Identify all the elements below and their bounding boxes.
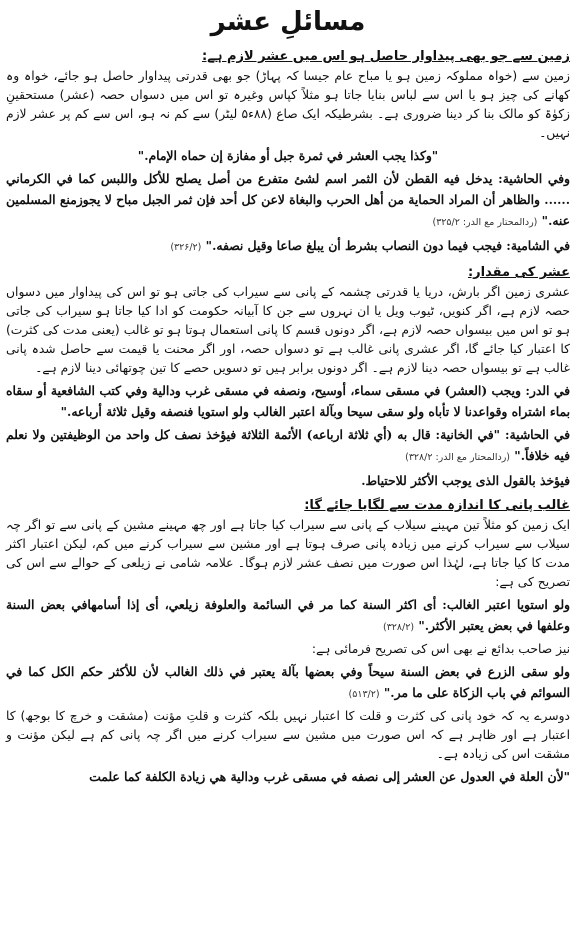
section-heading-produce: زمین سے جو بھی پیداوار حاصل ہو اس میں عشر لازم ہے:	[202, 49, 570, 64]
section-heading-amount: عشر کی مقدار:	[467, 265, 570, 280]
arabic-quote-zailai	[6, 594, 570, 638]
urdu-paragraph: عشری زمین اگر بارش، دریا یا قدرتی چشمہ کے پانی سے سیراب کی جاتی ہو تو اس کی پیداوار میں دسواں حصہ لازم ہے، اگر کنویں، ٹیوب ویل یا ان نہروں سے جن کا آبیانہ حکومت کو ادا کیا جاتا ہو سیراب کی جاتی ہو تو اس میں بیسواں حصہ لازم ہے، اگر دونوں قسم کا پانی استعمال ہوتا ہو تو غالب (یعنی مدت کی کثرت) کا اعتبار کیا جائے گا، اگر عشری پانی غالب ہے تو دسواں حصہ، اور اگر محنت یا قیمت سے حاصل شدہ پانی غالب ہے تو بیسواں حصہ دینا لازم ہے۔ اگر دونوں برابر ہیں تو دسویں حصے کا تین چوتھائی دینا لازم ہے۔	[6, 285, 570, 375]
reference-citation: (ردالمحتار مع الدر: ۳۲۵/۲)	[432, 217, 538, 228]
reference-citation: (۵۱۳/۲)	[348, 689, 380, 700]
arabic-hashiya-2	[6, 424, 570, 468]
reference-citation: (۳۲۸/۲)	[382, 622, 415, 633]
arabic-hashiya	[6, 168, 570, 233]
zailai-text: ولو استويا اعتبر الغالب: أى اكثر السنة كما مر في السائمة والعلوفة زيلعي، أى إذا أسامهافي بعض السنة وعلفها في بعض يعتبر الأكثر."	[6, 597, 570, 633]
reference-citation: (۳۲۶/۲)	[170, 242, 202, 253]
reference-citation: (ردالمحتار مع الدر: ۳۲۸/۲)	[405, 452, 510, 463]
urdu-paragraph: ایک زمین کو مثلاً تین مہینے سیلاب کے پانی سے سیراب کیا جاتا ہے اور چھ مہینے مشین کے پانی سے تو اگر چہ سیلاب سے سیراب کرنے میں زیادہ پانی صرف ہوتا ہے اور مشین سے سیراب کرنے میں کم، لیکن اعتبار اکثر مدت کا کیا جاتا ہے، لہٰذا اس صورت میں نصف عشر لازم ہوگا۔ علامہ شامی نے زیلعی کے حوالے سے اس کی تصریح کی ہے:	[6, 518, 570, 589]
shamiya-text: في الشامية: فيجب فيما دون النصاب بشرط أن يبلغ صاعا وقيل نصفه."	[205, 238, 570, 253]
hashiya-2-text: في الحاشية: "في الخانية: قال به (أي ثلاثة ارباعه) الأئمة الثلاثة فيؤخذ نصف كل واحد من الوظيفتين ولا نعلم فيه خلافاً."	[6, 427, 570, 463]
badai-text: ولو سقى الزرع في بعض السنة سيحاً وفي بعضها بآلة يعتبر في ذلك الغالب لأن للأكثر حكم الكل كما في السوائم في باب الزكاة على ما مر."	[6, 664, 570, 700]
arabic-note: فيؤخذ بالقول الذى يوجب الأكثر للاحتياط.	[361, 473, 570, 488]
arabic-durr: في الدر: ويجب (العشر) في مسقى سماء، أوسيح، ونصفه في مسقى غرب ودالية وفي كتب الشافعية أو سقاه بماء اشتراه وقواعدنا لا تأباه ولو سقى سيحا وبآلة اعتبر الغالب ولو استويا فنصفه وقيل ثلاثة أرباعه."	[6, 383, 570, 419]
section-heading-dominant-water: غالب پانی کا اندازہ مدت سے لگایا جائے گا:	[304, 498, 570, 513]
page-title: مسائلِ عشر	[210, 7, 366, 37]
urdu-line: نیز صاحب بدائع نے بھی اس کی تصریح فرمائی ہے:	[311, 642, 570, 656]
hashiya-text: وفي الحاشية: يدخل فيه القطن لأن الثمر اسم لشئ متفرع من أصل يصلح للأكل واللبس كما في الكرماني ...... والظاهر أن المراد الحماية من أهل الحرب والبغاة لاعن كل أحد فإن ثمر الجبل مباح لا يجوزمنع المسلمين عنه."	[6, 171, 570, 228]
arabic-quote-badai	[6, 661, 570, 705]
arabic-shamiya	[6, 235, 570, 258]
urdu-paragraph: دوسرے یہ کہ خود پانی کی کثرت و قلت کا اعتبار نہیں بلکہ کثرت و قلتِ مؤنت (مشقت و خرچ کا بوجھ) کا اعتبار ہے اور ظاہر ہے کہ اس صورت میں مشین سے سیراب کرنے میں اگر چہ پانی کم ہے لیکن مؤنت و مشقت اس کی زیادہ ہے۔	[6, 709, 570, 761]
urdu-paragraph: زمین سے (خواہ مملوکہ زمین ہو یا مباح عام جیسا کہ پہاڑ) جو بھی قدرتی پیداوار حاصل ہو جائے، خواہ وہ کھانے کی چیز ہو یا اس سے لباس بنایا جاتا ہو مثلاً کپاس وغیرہ تو اس میں دسواں حصہ (عشر) مستحقینِ زکوٰۃ کو مالک بنا کر دینا ضروری ہے۔ بشرطیکہ ایک صاع (۸۸ء۵ لیٹر) سے کم نہ ہو، اس سے کم پر عشر لازم نہیں۔	[6, 69, 570, 140]
arabic-quote-illa: "لأن العلة في العدول عن العشر إلى نصفه في مسقى غرب ودالية هي زيادة الكلفة كما علمت	[89, 769, 570, 784]
arabic-quote: "وكذا يجب العشر في ثمرة جبل أو مفازة إن حماه الإمام."	[137, 148, 439, 163]
